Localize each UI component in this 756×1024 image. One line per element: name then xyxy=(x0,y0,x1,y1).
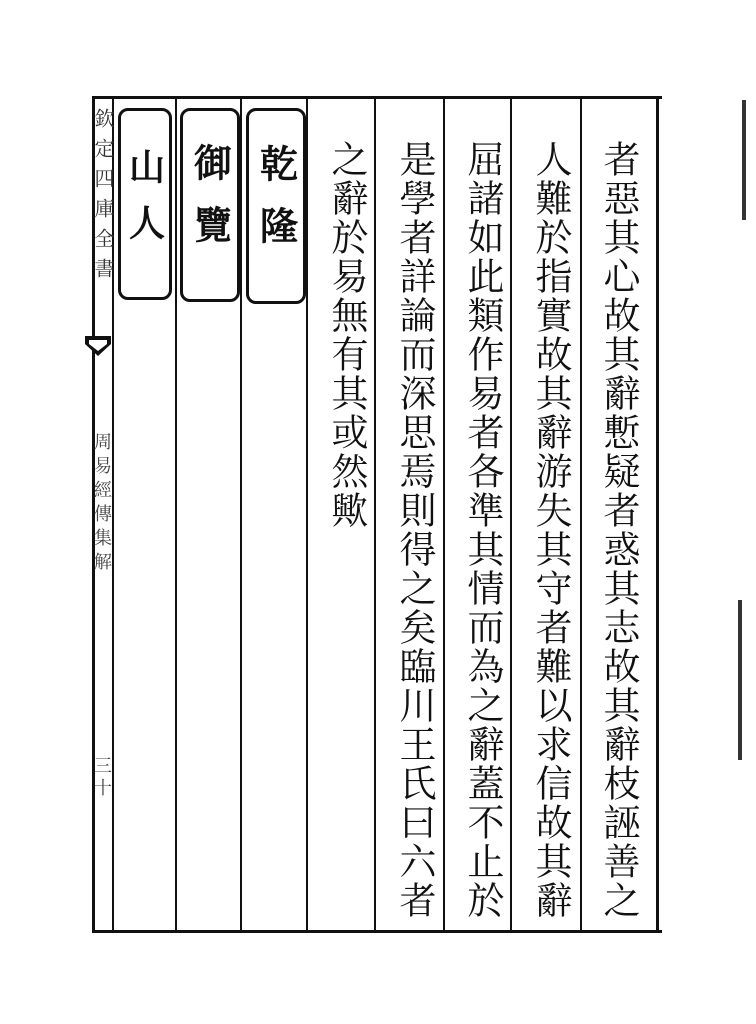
seal-stamp: 山人 xyxy=(118,108,172,300)
column-rule xyxy=(510,96,512,933)
margin-title: 欽定四庫全書 xyxy=(91,108,115,288)
text-column-5: 之辭於易無有其或然歟 xyxy=(325,140,368,530)
column-rule xyxy=(443,96,445,933)
column-rule xyxy=(240,96,242,933)
text-column-3: 屈諸如此類作易者各準其情而為之辭蓋不止於 xyxy=(461,140,504,920)
top-border xyxy=(92,96,662,99)
column-rule xyxy=(175,96,177,933)
seal-stamp: 乾隆 xyxy=(246,108,306,304)
right-border xyxy=(656,96,659,933)
seal-stamp: 御覽 xyxy=(180,108,240,302)
column-rule xyxy=(306,96,308,933)
text-column-2: 人難於指實故其辭游失其守者難以求信故其辭 xyxy=(529,140,572,920)
text-column-1: 者惡其心故其辭慙疑者惑其志故其辭枝誣善之 xyxy=(597,140,640,920)
column-rule xyxy=(374,96,376,933)
bottom-border xyxy=(92,930,662,933)
fishtail-mark-icon xyxy=(84,334,112,358)
page-number: 三十 xyxy=(91,756,112,800)
page-crease xyxy=(742,100,746,220)
margin-book-title: 周易經傳集解 xyxy=(91,432,112,576)
page-crease xyxy=(738,600,742,760)
text-column-4: 是學者詳論而深思焉則得之矣臨川王氏曰六者 xyxy=(393,140,436,920)
column-rule xyxy=(580,96,582,933)
